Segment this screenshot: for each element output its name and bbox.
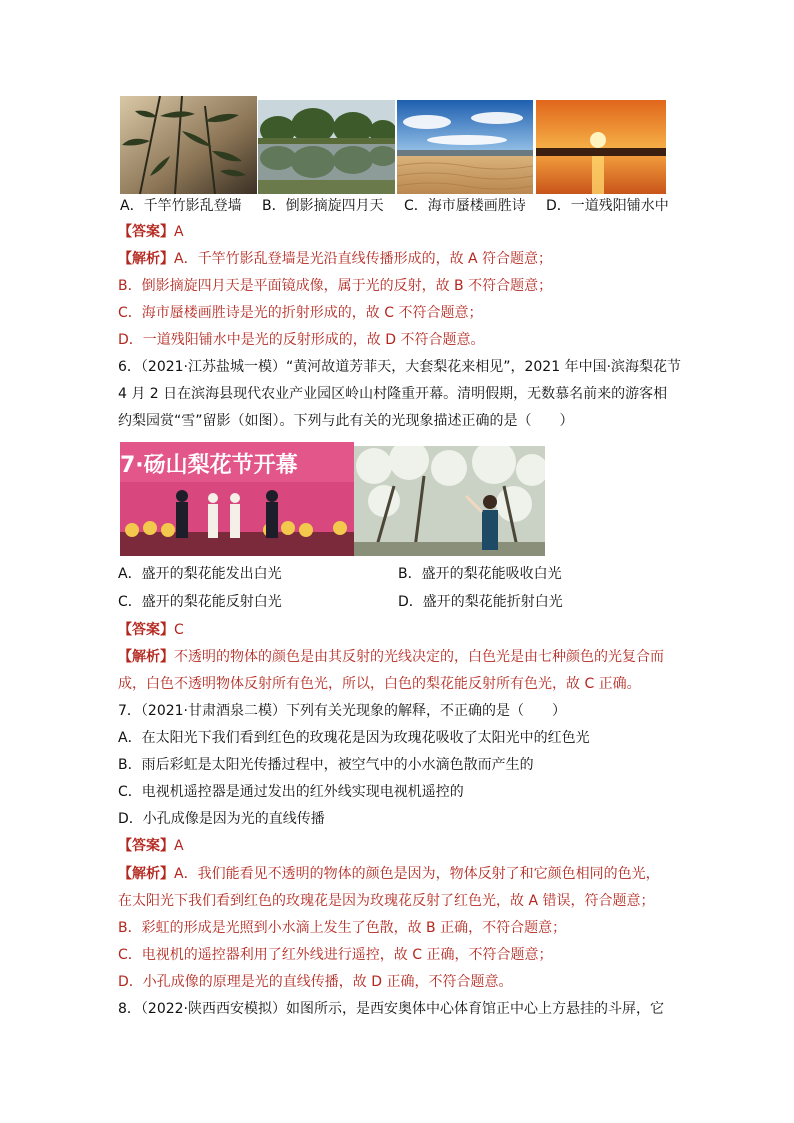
pear-blossom-photo bbox=[354, 446, 545, 556]
q6-stem: 4 月 2 日在滨海县现代农业产业园区岭山村隆重开幕。清明假期，无数慕名前来的游客相 bbox=[118, 386, 668, 402]
q5-analysis-line: B．倒影摘旋四月天是平面镜成像，属于光的反射，故 B 不符合题意； bbox=[118, 278, 553, 294]
q7-analysis-line: C．电视机的遥控器利用了红外线进行遥控，故 C 正确，不符合题意； bbox=[118, 947, 553, 963]
answer-tag: 【答案】 bbox=[118, 622, 174, 638]
q7-option-d: D．小孔成像是因为光的直线传播 bbox=[118, 811, 325, 827]
answer-tag: 【答案】 bbox=[118, 838, 174, 854]
analysis-tag: 【解析】 bbox=[118, 866, 174, 882]
q6-analysis-line: 【解析】不透明的物体的颜色是由其反射的光线决定的，白色光是由七种颜色的光复合而 bbox=[118, 649, 664, 665]
q7-analysis-line: 【解析】A．我们能看见不透明的物体的颜色是因为，物体反射了和它颜色相同的色光， bbox=[118, 866, 660, 882]
q6-analysis-line: 成，白色不透明物体反射所有色光，所以，白色的梨花能反射所有色光，故 C 正确。 bbox=[118, 676, 641, 692]
q7-option-b: B．雨后彩虹是太阳光传播过程中，被空气中的小水滴色散而产生的 bbox=[118, 757, 534, 773]
q8-stem: 8．（2022·陕西西安模拟）如图所示，是西安奥体中心体育馆正中心上方悬挂的斗屏，它 bbox=[118, 1001, 664, 1017]
answer-value: A bbox=[174, 224, 184, 240]
sunset-photo bbox=[536, 100, 666, 194]
answer-value: A bbox=[174, 838, 184, 854]
analysis-tag: 【解析】 bbox=[118, 251, 174, 267]
q7-answer bbox=[118, 836, 184, 856]
q5-answer bbox=[118, 222, 184, 242]
q5-caption-d: D．一道残阳铺水中 bbox=[546, 198, 669, 214]
q6-answer bbox=[118, 620, 184, 640]
q6-option-c: C．盛开的梨花能反射白光 bbox=[118, 594, 282, 610]
q6-option-a: A．盛开的梨花能发出白光 bbox=[118, 566, 282, 582]
q7-analysis-line: B．彩虹的形成是光照到小水滴上发生了色散，故 B 正确，不符合题意； bbox=[118, 920, 567, 936]
q7-analysis-line: 在太阳光下我们看到红色的玫瑰花是因为玫瑰花反射了红色光，故 A 错误，符合题意； bbox=[118, 893, 655, 909]
q6-stem: 约梨园赏“雪”留影（如图）。下列与此有关的光现象描述正确的是（ ） bbox=[118, 413, 574, 429]
q5-analysis-line: C．海市蜃楼画胜诗是光的折射形成的，故 C 不符合题意； bbox=[118, 305, 483, 321]
q7-option-a: A．在太阳光下我们看到红色的玫瑰花是因为玫瑰花吸收了太阳光中的红色光 bbox=[118, 730, 590, 746]
q5-caption-c: C．海市蜃楼画胜诗 bbox=[404, 198, 526, 214]
q5-caption-a: A．千竿竹影乱登墙 bbox=[120, 198, 242, 214]
q5-analysis-line: 【解析】A．千竿竹影乱登墙是光沿直线传播形成的，故 A 符合题意； bbox=[118, 251, 553, 267]
q7-stem: 7．（2021·甘肃酒泉二模）下列有关光现象的解释，不正确的是（ ） bbox=[118, 703, 566, 719]
bamboo-photo bbox=[120, 96, 257, 194]
q7-analysis-line: D．小孔成像的原理是光的直线传播，故 D 正确，不符合题意。 bbox=[118, 974, 513, 990]
answer-tag: 【答案】 bbox=[118, 224, 174, 240]
pear-festival-stage-photo bbox=[120, 442, 354, 556]
stage-banner-text: 7·砀山梨花节开幕 bbox=[120, 453, 298, 478]
q5-caption-b: B．倒影摘旋四月天 bbox=[262, 198, 384, 214]
q5-analysis-line: D．一道残阳铺水中是光的反射形成的，故 D 不符合题意。 bbox=[118, 332, 485, 348]
reflection-photo bbox=[258, 100, 395, 194]
answer-value: C bbox=[174, 622, 184, 638]
q6-option-b: B．盛开的梨花能吸收白光 bbox=[398, 566, 562, 582]
q6-option-d: D．盛开的梨花能折射白光 bbox=[398, 594, 563, 610]
q6-stem: 6．（2021·江苏盐城一模）“黄河故道芳菲天，大套梨花来相见”，2021 年中国·滨海梨花节 bbox=[118, 359, 682, 375]
mirage-photo bbox=[397, 100, 533, 194]
q7-option-c: C．电视机遥控器是通过发出的红外线实现电视机遥控的 bbox=[118, 784, 464, 800]
analysis-tag: 【解析】 bbox=[118, 649, 174, 665]
